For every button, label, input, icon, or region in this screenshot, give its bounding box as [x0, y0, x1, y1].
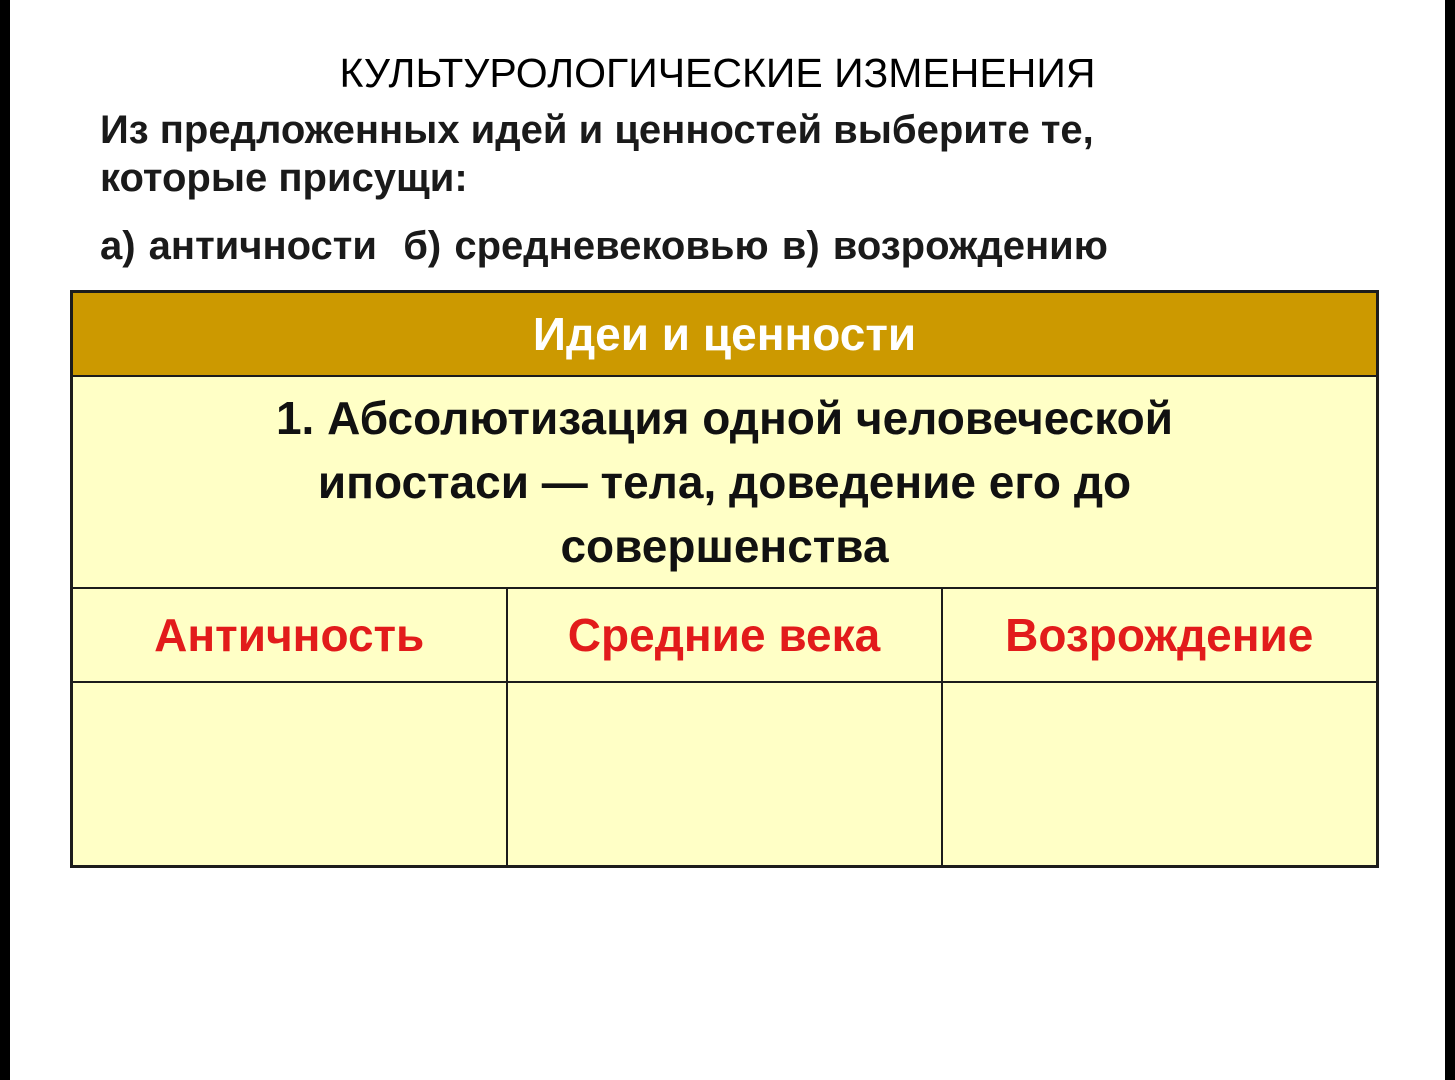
column-middle-ages: Средние века: [507, 588, 942, 682]
task-text: [100, 106, 1400, 202]
column-antiquity: Античность: [72, 588, 507, 682]
option-c: в) возрождению: [781, 224, 1108, 268]
table-header-row: [72, 292, 1378, 377]
options-line: [100, 220, 1400, 272]
idea-cell: [72, 376, 1378, 588]
slide-title: КУЛЬТУРОЛОГИЧЕСКИЕ ИЗМЕНЕНИЯ: [339, 50, 1096, 96]
task-line-2: которые присущи:: [100, 156, 468, 200]
era-row: [72, 588, 1378, 682]
answer-cell-antiquity[interactable]: [72, 682, 507, 867]
idea-line-2: ипостаси — тела, доведение его до: [317, 456, 1132, 508]
task-line-1: Из предложенных идей и ценностей выберите те,: [100, 108, 1094, 152]
answer-cell-renaissance[interactable]: [942, 682, 1378, 867]
option-b: б) средневековью: [403, 224, 769, 268]
ideas-table: [70, 290, 1379, 868]
answer-cell-middle-ages[interactable]: [507, 682, 942, 867]
option-a: а) античности: [100, 224, 377, 268]
column-renaissance: Возрождение: [942, 588, 1378, 682]
answer-row: [72, 682, 1378, 867]
idea-line-1: 1. Абсолютизация одной человеческой: [275, 392, 1174, 444]
idea-row: [72, 376, 1378, 588]
table-header-cell: Идеи и ценности: [72, 292, 1378, 377]
idea-line-3: совершенства: [560, 520, 889, 572]
